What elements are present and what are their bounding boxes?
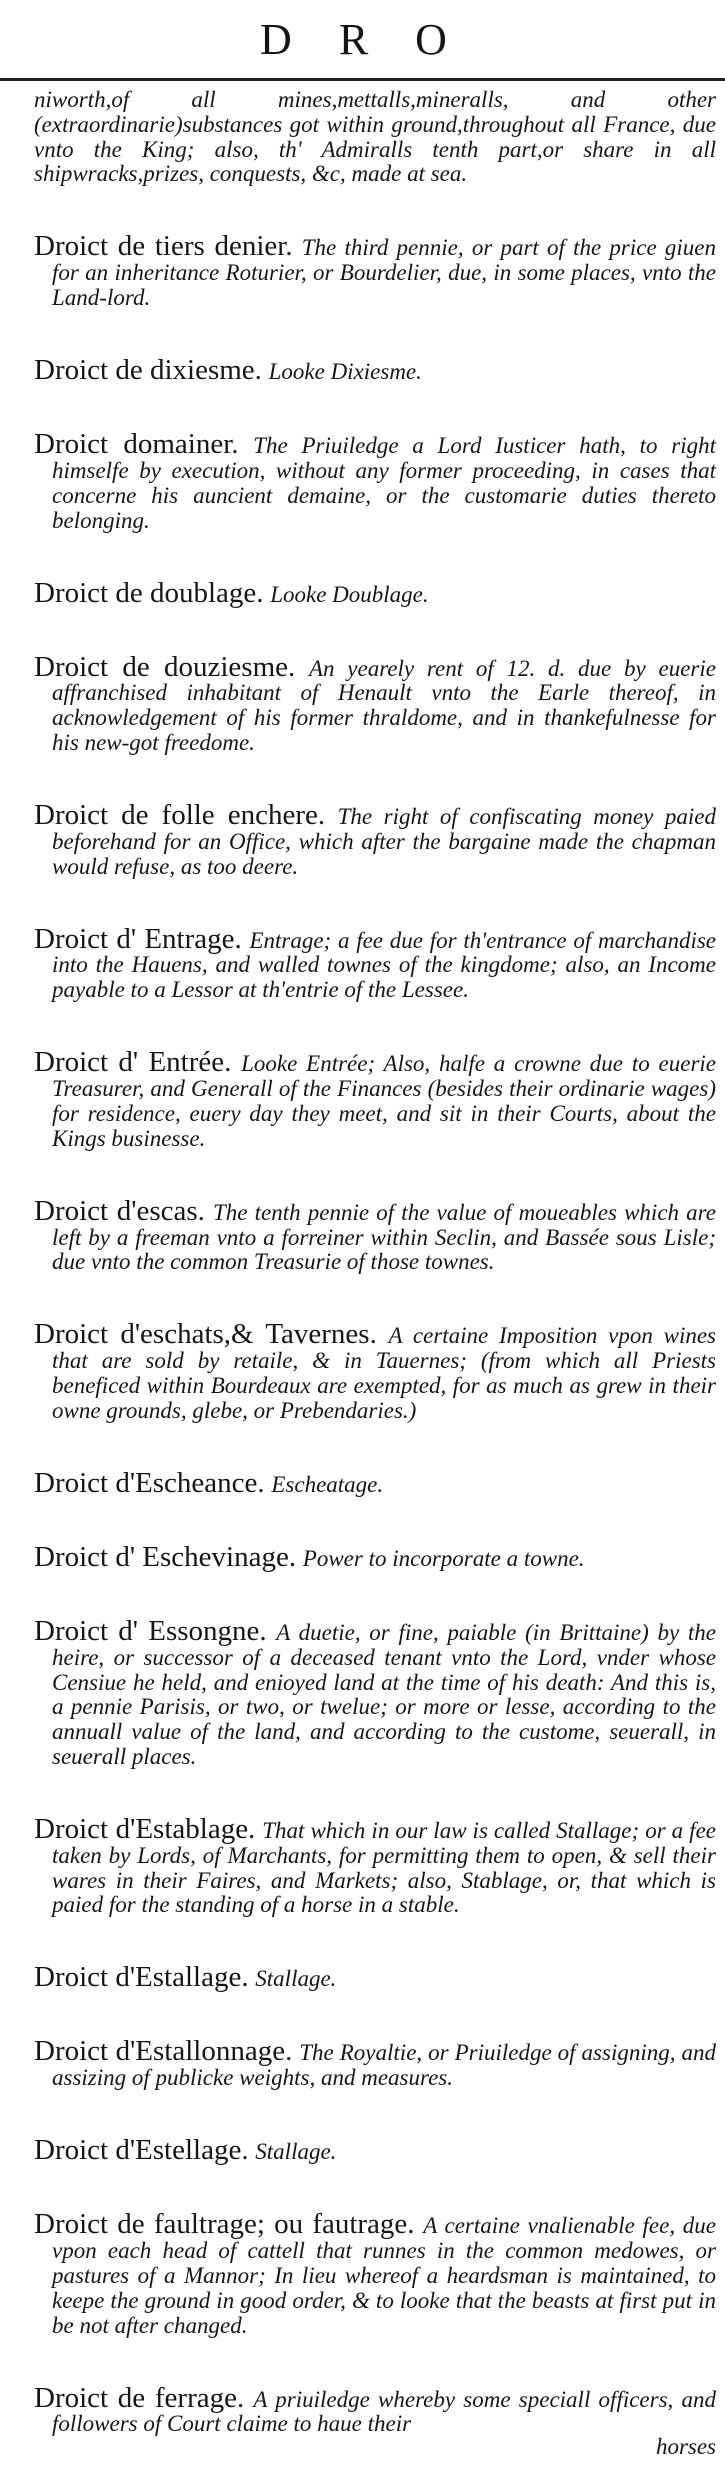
entry-headword: Droict d' Essongne.	[34, 1614, 267, 1647]
entry-definition: Looke Entrée; Also, halfe a crowne due to euerie Treasurer, and Generall of the Finances (besides their ordinarie wages) for residence, euery day they meet, and sit in their Courts, about the Kings businesse.	[52, 1051, 716, 1151]
dictionary-entry	[34, 2035, 716, 2091]
dictionary-entry	[34, 1614, 716, 1770]
entry-headword: Droict domainer.	[34, 428, 239, 461]
entry-headword: Droict de douziesme.	[34, 650, 296, 683]
dictionary-entry	[34, 922, 716, 1003]
entry-definition: Entrage; a fee due for th'entrance of marchandise into the Hauens, and walled townes of the kingdome; also, an Income payable to a Lessor at th'entrie of the Lessee.	[52, 927, 716, 1003]
entry-headword: Droict d'Estellage.	[34, 2134, 249, 2167]
entry-definition: A duetie, or fine, paiable (in Brittaine) by the heire, or successor of a deceased tenant vnto the Lord, vnder whose Censiue he held, and enioyed land at the time of his death: And this is, a pennie Parisis, or two, or twelue; or more or lesse, according to the annuall value of the land, and according to the custome, seuerall, in seuerall places.	[52, 1619, 716, 1769]
entry-definition: An yearely rent of 12. d. due by euerie affranchised inhabitant of Henault vnto the Earle thereof, in acknowledgement of his former thraldome, and in thankefulnesse for his new-got freedome.	[52, 655, 716, 755]
dictionary-entry	[34, 2134, 716, 2167]
entry-definition: The Priuiledge a Lord Iusticer hath, to right himselfe by execution, without any former proceeding, in cases that concerne his auncient demaine, or the customarie duties thereto belonging.	[52, 433, 716, 533]
entry-headword: Droict d'eschats,& Tavernes.	[34, 1318, 377, 1351]
dictionary-entry	[34, 88, 716, 187]
dictionary-entry	[34, 576, 716, 609]
entry-definition: Looke Dixiesme.	[268, 359, 422, 385]
entry-headword: Droict de tiers denier.	[34, 230, 293, 263]
dictionary-column	[34, 88, 716, 2459]
entry-definition: Stallage.	[255, 2139, 337, 2165]
entry-headword: Droict de dixiesme.	[34, 354, 262, 387]
dictionary-entry	[34, 1812, 716, 1918]
dictionary-entry	[34, 428, 716, 533]
entry-definition: Escheatage.	[271, 1471, 384, 1497]
dictionary-entry	[34, 1194, 716, 1275]
entry-definition: Looke Doublage.	[270, 581, 429, 607]
entry-headword: Droict d'Escheance.	[34, 1466, 265, 1499]
entry-headword: Droict de ferrage.	[34, 2381, 245, 2414]
entry-headword: Droict d'Estallage.	[34, 1961, 249, 1994]
dictionary-entry	[34, 1961, 716, 1994]
entry-definition: A certaine vnalienable fee, due vpon each head of cattell that runnes in the common medowes, or pastures of a Mannor; In lieu whereof a heardsman is maintained, to keepe the ground in good order, & to looke that the beasts at first put in be not after changed.	[52, 2213, 716, 2338]
dictionary-entry	[34, 799, 716, 879]
entry-definition: niworth,of all mines,mettalls,mineralls, and other (extraordinarie)substances got within ground,throughout all France, due vnto the King; also, th' Admiralls tenth part,or share in all shipwracks,prizes, conquests, &c, made at sea.	[34, 87, 716, 187]
dictionary-entry	[34, 1318, 717, 1423]
entry-definition: Power to incorporate a towne.	[302, 1545, 585, 1571]
entry-definition: The third pennie, or part of the price giuen for an inheritance Roturier, or Bourdelier, due, in some places, vnto the Land-lord.	[52, 235, 716, 311]
entry-headword: Droict de faultrage; ou fautrage.	[34, 2208, 415, 2241]
dictionary-entry	[34, 230, 716, 311]
entry-definition: The tenth pennie of the value of moueables which are left by a freeman vnto a forreiner within Seclin, and Bassée sous Lisle; due vnto the common Treasurie of those townes.	[52, 1199, 716, 1275]
entry-headword: Droict d'escas.	[34, 1194, 205, 1227]
entry-headword: Droict d'Establage.	[34, 1812, 256, 1845]
entry-definition: Stallage.	[255, 1966, 337, 1992]
dictionary-entry	[34, 2208, 716, 2338]
entry-definition: The Royaltie, or Priuiledge of assigning, and assizing of publicke weights, and measures.	[52, 2040, 716, 2091]
dictionary-entry	[34, 1046, 716, 1151]
entry-headword: Droict d' Eschevinage.	[34, 1540, 297, 1573]
entry-headword: Droict d' Entrage.	[34, 922, 242, 955]
dictionary-entry	[34, 1540, 716, 1573]
entry-headword: Droict de folle enchere.	[34, 799, 326, 832]
entry-definition: A priuiledge whereby some speciall officers, and followers of Court claime to haue their	[52, 2386, 717, 2437]
dictionary-entry	[34, 354, 716, 387]
dictionary-entry	[34, 650, 716, 756]
catchword: horses	[655, 2434, 716, 2460]
entry-headword: Droict d'Estallonnage.	[34, 2035, 293, 2068]
dictionary-entry	[34, 1466, 716, 1499]
entry-definition: That which in our law is called Stallage; or a fee taken by Lords, of Marchants, for permitting them to open, & sell their wares in their Faires, and Markets; also, Stablage, or, that which is paied for the standing of a horse in a stable.	[52, 1817, 716, 1918]
header-rule	[0, 78, 725, 81]
entry-definition: A certaine Imposition vpon wines that are sold by retaile, & in Tauernes; (from which all Priests beneficed within Bourdeaux are exempted, for as much as grew in their owne grounds, glebe, or Prebendaries.)	[52, 1323, 717, 1423]
running-head: D R O	[260, 15, 465, 64]
entry-definition: The right of confiscating money paied beforehand for an Office, which after the bargaine made the chapman would refuse, as too deere.	[52, 804, 716, 879]
dictionary-entry	[34, 2381, 717, 2460]
entry-headword: Droict d' Entrée.	[34, 1046, 232, 1079]
entry-headword: Droict de doublage.	[34, 576, 264, 609]
